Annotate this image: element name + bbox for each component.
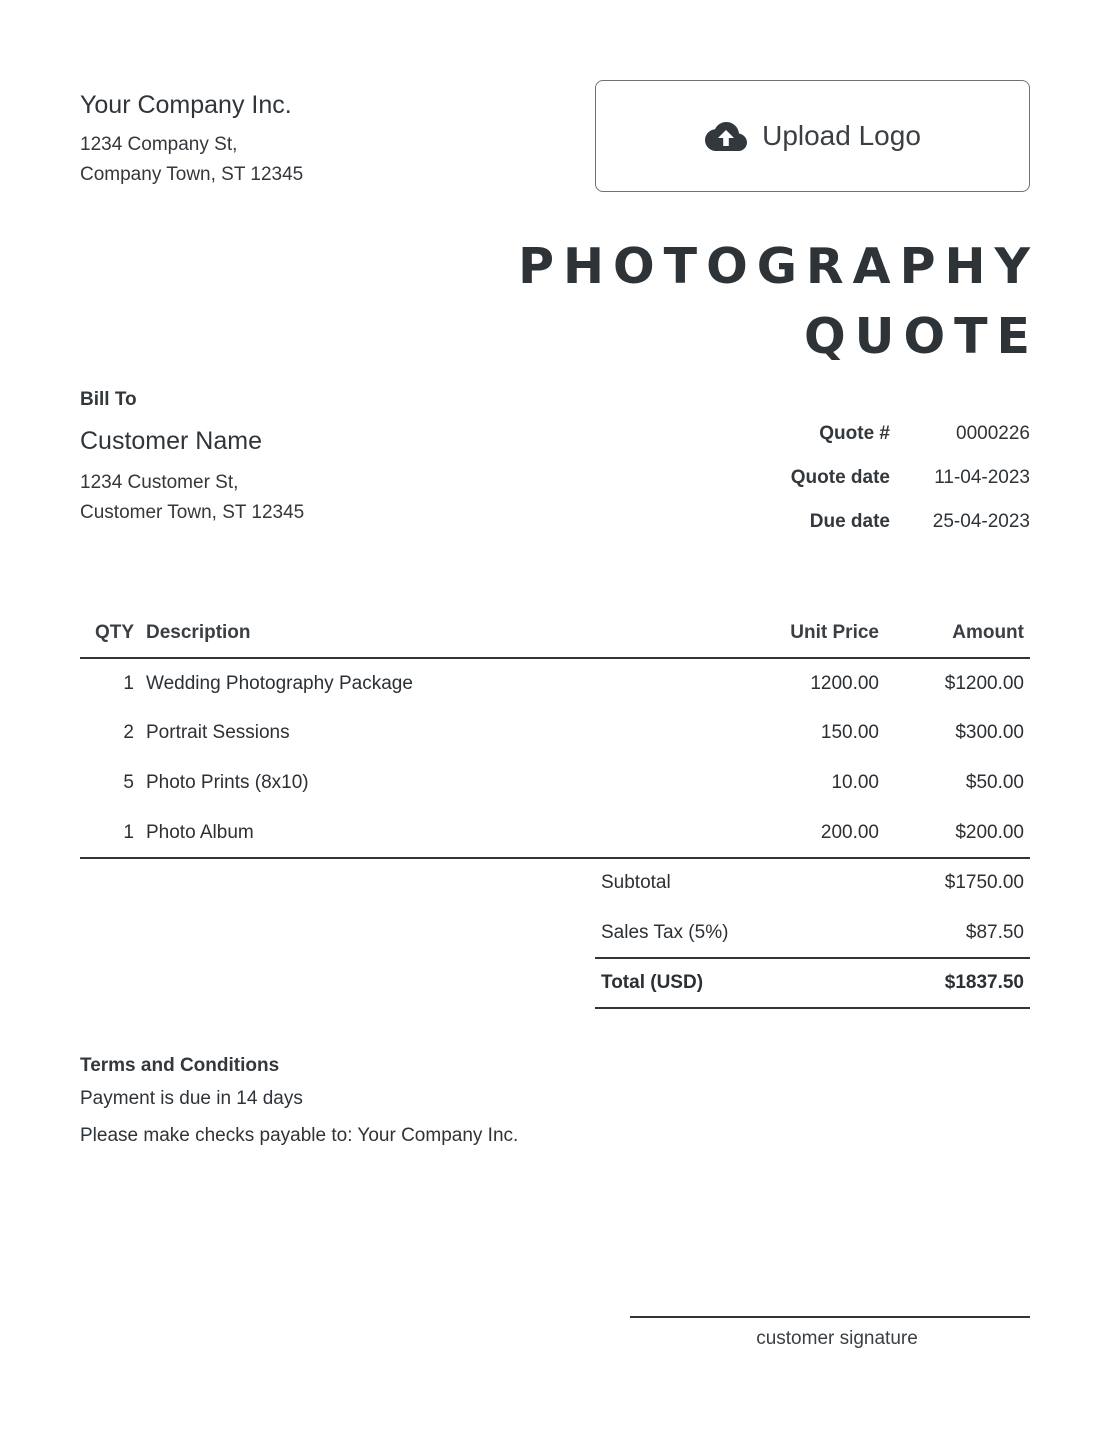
quote-number-value[interactable]: 0000226 [956, 423, 1030, 444]
row-description[interactable]: Photo Album [146, 821, 254, 843]
company-address-line1[interactable]: 1234 Company St, [80, 134, 238, 155]
table-row [80, 658, 1030, 708]
company-block [80, 88, 303, 190]
row-qty[interactable]: 1 [123, 672, 134, 694]
sales-tax-row [595, 908, 1030, 958]
upload-logo-button[interactable] [595, 80, 1030, 192]
header-description: Description [146, 621, 251, 643]
header-qty: QTY [94, 621, 134, 643]
quote-date-label: Quote date [790, 467, 890, 488]
header-unit-price: Unit Price [790, 621, 879, 643]
row-amount: $300.00 [955, 722, 1024, 743]
quote-meta [710, 412, 1030, 544]
signature-line [630, 1316, 1030, 1318]
subtotal-label: Subtotal [601, 872, 671, 893]
terms-line-payment[interactable]: Payment is due in 14 days [80, 1088, 303, 1109]
row-amount: $50.00 [965, 772, 1024, 793]
cloud-upload-icon [704, 120, 748, 152]
line-items-table [80, 608, 1030, 859]
due-date-value[interactable]: 25-04-2023 [932, 511, 1030, 532]
row-qty[interactable]: 2 [123, 722, 134, 743]
terms-block [80, 1052, 518, 1154]
customer-address-line2[interactable]: Customer Town, ST 12345 [80, 502, 305, 523]
table-header-row [80, 608, 1030, 658]
total-label: Total (USD) [601, 972, 704, 993]
row-unit-price[interactable]: 200.00 [820, 821, 879, 843]
company-name[interactable]: Your Company Inc. [80, 91, 292, 119]
row-amount: $1200.00 [944, 672, 1024, 694]
signature-label: customer signature [756, 1328, 918, 1349]
due-date-label: Due date [809, 511, 890, 532]
row-qty[interactable]: 1 [123, 821, 134, 843]
upload-logo-label: Upload Logo [762, 120, 921, 151]
quote-number-label: Quote # [819, 423, 890, 444]
row-description[interactable]: Photo Prints (8x10) [146, 772, 309, 793]
total-row [595, 958, 1030, 1008]
customer-address-line1[interactable]: 1234 Customer St, [80, 472, 239, 493]
totals-table [595, 858, 1030, 1009]
document-title-line1[interactable]: PHOTOGRAPHY [518, 238, 1039, 295]
row-description[interactable]: Portrait Sessions [146, 722, 290, 743]
row-unit-price[interactable]: 10.00 [831, 772, 879, 793]
document-title-line2[interactable]: QUOTE [804, 308, 1039, 365]
quote-date-value[interactable]: 11-04-2023 [934, 467, 1030, 488]
total-value: $1837.50 [944, 972, 1024, 993]
header-amount: Amount [952, 621, 1024, 643]
row-amount: $200.00 [955, 821, 1024, 843]
document-title [518, 232, 1039, 372]
row-description[interactable]: Wedding Photography Package [146, 672, 413, 694]
table-row [80, 758, 1030, 808]
quote-date-row [710, 456, 1030, 500]
sales-tax-value: $87.50 [965, 921, 1024, 943]
terms-line-checks[interactable]: Please make checks payable to: Your Company Inc. [80, 1125, 519, 1146]
customer-name[interactable]: Customer Name [80, 427, 262, 455]
customer-address [80, 468, 304, 528]
sales-tax-label[interactable]: Sales Tax (5%) [601, 921, 729, 943]
row-qty[interactable]: 5 [123, 772, 134, 793]
bill-to-block [80, 388, 304, 528]
table-row [80, 708, 1030, 758]
subtotal-row [595, 858, 1030, 908]
company-address [80, 130, 303, 190]
quote-number-row [710, 412, 1030, 456]
subtotal-value: $1750.00 [944, 872, 1024, 893]
company-address-line2[interactable]: Company Town, ST 12345 [80, 164, 304, 185]
due-date-row [710, 500, 1030, 544]
terms-title: Terms and Conditions [80, 1055, 280, 1076]
bill-to-label: Bill To [80, 389, 137, 410]
row-unit-price[interactable]: 150.00 [820, 722, 879, 743]
table-row [80, 808, 1030, 858]
row-unit-price[interactable]: 1200.00 [810, 672, 879, 694]
